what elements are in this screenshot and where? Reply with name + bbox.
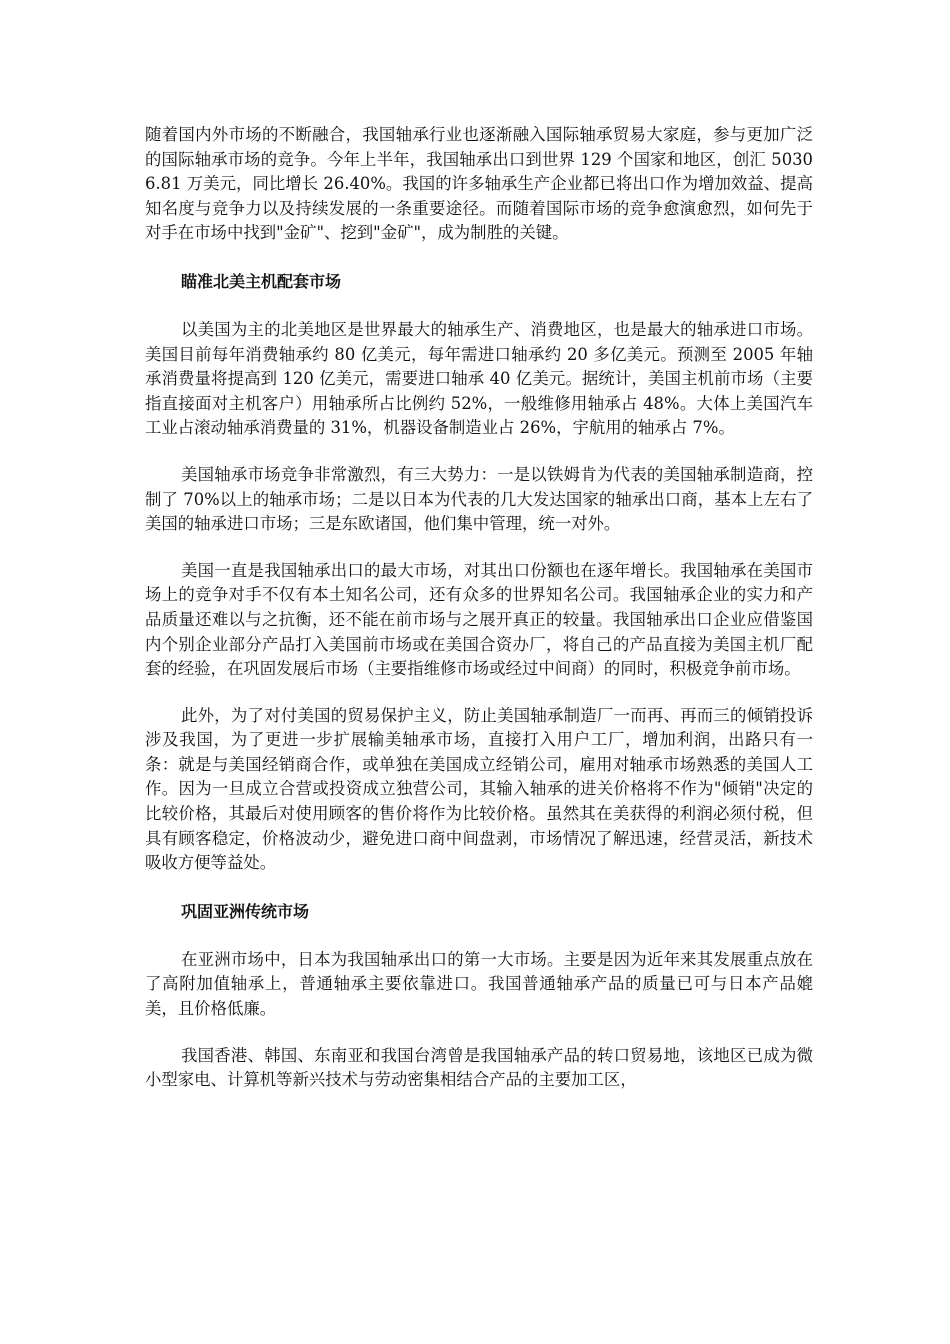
intro-paragraph: 随着国内外市场的不断融合，我国轴承行业也逐渐融入国际轴承贸易大家庭，参与更加广泛的国际轴承市场的竞争。今年上半年，我国轴承出口到世界 129 个国家和地区，创汇 50306.81 万美元，同比增长 26.40%。我国的许多轴承生产企业都已将出口作为增加效益、提高知名度与竞争力以及持续发展的一条重要途径。而随着国际市场的竞争愈演愈烈，如何先于对手在市场中找到"金矿"、挖到"金矿"，成为制胜的关键。: [145, 125, 813, 243]
spacer: [145, 1022, 813, 1044]
body-paragraph: 美国轴承市场竞争非常激烈，有三大势力：一是以铁姆肯为代表的美国轴承制造商，控制了 70%以上的轴承市场；二是以日本为代表的几大发达国家的轴承出口商，基本上左右了美国的轴承进口市场；三是东欧诸国，他们集中管理，统一对外。: [145, 464, 813, 534]
body-paragraph: 在亚洲市场中，日本为我国轴承出口的第一大市场。主要是因为近年来其发展重点放在了高附加值轴承上，普通轴承主要依靠进口。我国普通轴承产品的质量已可与日本产品媲美，且价格低廉。: [145, 949, 813, 1019]
section-heading-north-america: 瞄准北美主机配套市场: [181, 271, 342, 291]
spacer: [145, 537, 813, 559]
body-paragraph: 美国一直是我国轴承出口的最大市场，对其出口份额也在逐年增长。我国轴承在美国市场上的竞争对手不仅有本土知名公司，还有众多的世界知名公司。我国轴承企业的实力和产品质量还难以与之抗衡，还不能在前市场与之展开真正的较量。我国轴承出口企业应借鉴国内个别企业部分产品打入美国前市场或在美国合资办厂，将自己的产品直接为美国主机厂配套的经验，在巩固发展后市场（主要指维修市场或经过中间商）的同时，积极竞争前市场。: [145, 560, 813, 679]
body-paragraph: 我国香港、韩国、东南亚和我国台湾曾是我国轴承产品的转口贸易地，该地区已成为微小型家电、计算机等新兴技术与劳动密集相结合产品的主要加工区，: [145, 1045, 813, 1090]
spacer: [145, 246, 813, 270]
document-page: [145, 123, 813, 1093]
spacer: [145, 876, 813, 900]
spacer: [145, 294, 813, 318]
spacer: [145, 682, 813, 704]
body-paragraph: 此外，为了对付美国的贸易保护主义，防止美国轴承制造厂一而再、再而三的倾销投诉涉及我国，为了更进一步扩展输美轴承市场，直接打入用户工厂，增加利润，出路只有一条：就是与美国经销商合作，或单独在美国成立经销公司，雇用对轴承市场熟悉的美国人工作。因为一旦成立合营或投资成立独营公司，其输入轴承的进关价格将不作为"倾销"决定的比较价格，其最后对使用顾客的售价将作为比较价格。虽然其在美获得的利润必须付税，但具有顾客稳定，价格波动少，避免进口商中间盘剥，市场情况了解迅速，经营灵活，新技术吸收方便等益处。: [145, 705, 813, 873]
spacer: [145, 441, 813, 463]
section-heading-asia: 巩固亚洲传统市场: [181, 901, 310, 921]
body-paragraph: 以美国为主的北美地区是世界最大的轴承生产、消费地区，也是最大的轴承进口市场。美国目前每年消费轴承约 80 亿美元，每年需进口轴承约 20 多亿美元。预测至 2005 年轴承消费量将提高到 120 亿美元，需要进口轴承 40 亿美元。据统计，美国主机前市场（主要指直接面对主机客户）用轴承所占比例约 52%，一般维修用轴承占 48%。大体上美国汽车工业占滚动轴承消费量的 31%，机器设备制造业占 26%，宇航用的轴承占 7%。: [145, 319, 813, 438]
spacer: [145, 924, 813, 948]
